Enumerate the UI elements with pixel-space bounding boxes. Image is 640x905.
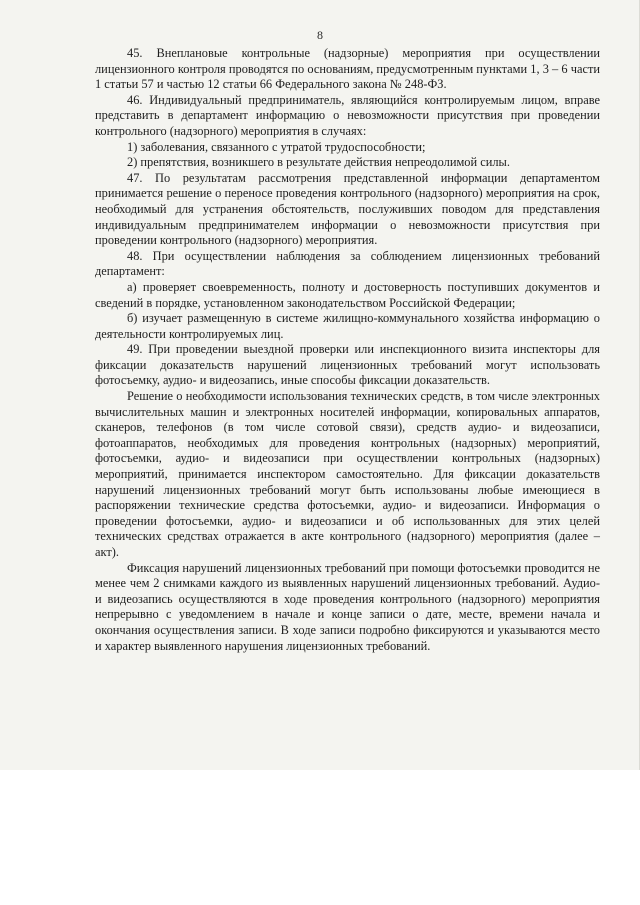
paragraph-45: 45. Внеплановые контрольные (надзорные) мероприятия при осуществлении лицензионного контроля проводятся по основаниям, предусмотренным пунктами 1, 3 – 6 части 1 статьи 57 и частью 12 статьи 66 Федерального закона № 248-ФЗ.: [95, 46, 600, 92]
paragraph-photo-fixation: Фиксация нарушений лицензионных требований при помощи фотосъемки проводится не менее чем 2 снимками каждого из выявленных нарушений лицензионных требований. Аудио- и видеозапись осуществляются в ходе проведения контрольного (надзорного) мероприятия непрерывно с уведомлением в начале и конце записи о дате, месте, времени начала и окончания осуществления записи. В ходе записи подробно фиксируются и указываются место и характер выявленного нарушения лицензионных требований.: [95, 560, 600, 653]
list-item-48-b: б) изучает размещенную в системе жилищно-коммунального хозяйства информацию о деятельности контролируемых лиц.: [95, 311, 600, 341]
paragraph-46: 46. Индивидуальный предприниматель, являющийся контролируемым лицом, вправе представить в департамент информацию о невозможности присутствия при проведении контрольного (надзорного) мероприятия в случаях:: [95, 92, 600, 138]
paragraph-47: 47. По результатам рассмотрения представленной информации департаментом принимается решение о переносе проведения контрольного (надзорного) мероприятия на срок, необходимый для устранения обстоятельств, послуживших поводом для представления индивидуальным предпринимателем информации о невозможности присутствия при проведении контрольного (надзорного) мероприятия.: [95, 170, 600, 248]
paragraph-technical-means: Решение о необходимости использования технических средств, в том числе электронных вычислительных машин и электронных носителей информации, копировальных аппаратов, сканеров, телефонов (в том числе сотовой связи), средств аудио- и видеозаписи, фотоаппаратов, необходимых для проведения контрольных (надзорных) мероприятий, фотосъемки, аудио- и видеозаписи при осуществлении контрольных (надзорных) мероприятий, принимается инспектором самостоятельно. Для фиксации доказательств нарушений лицензионных требований могут быть использованы любые имеющиеся в распоряжении технические средства фотосъемки, аудио- и видеозаписи. Информация о проведении фотосъемки, аудио- и видеозаписи и об использованных для этих целей технических средствах отражается в акте контрольного (надзорного) мероприятия (далее – акт).: [95, 389, 600, 559]
paragraph-49: 49. При проведении выездной проверки или инспекционного визита инспекторы для фиксации доказательств нарушений лицензионных требований могут использовать фотосъемку, аудио- и видеозапись, иные способы фиксации доказательств.: [95, 342, 600, 388]
list-item-46-2: 2) препятствия, возникшего в результате действия непреодолимой силы.: [127, 155, 510, 170]
list-item-48-a: а) проверяет своевременность, полноту и достоверность поступивших документов и сведений в порядке, установленном законодательством Российской Федерации;: [95, 279, 600, 310]
paragraph-48: 48. При осуществлении наблюдения за соблюдением лицензионных требований департамент:: [95, 248, 600, 279]
page-number: 8: [317, 28, 323, 42]
list-item-46-1: 1) заболевания, связанного с утратой трудоспособности;: [127, 139, 426, 154]
document-body: [95, 46, 600, 654]
